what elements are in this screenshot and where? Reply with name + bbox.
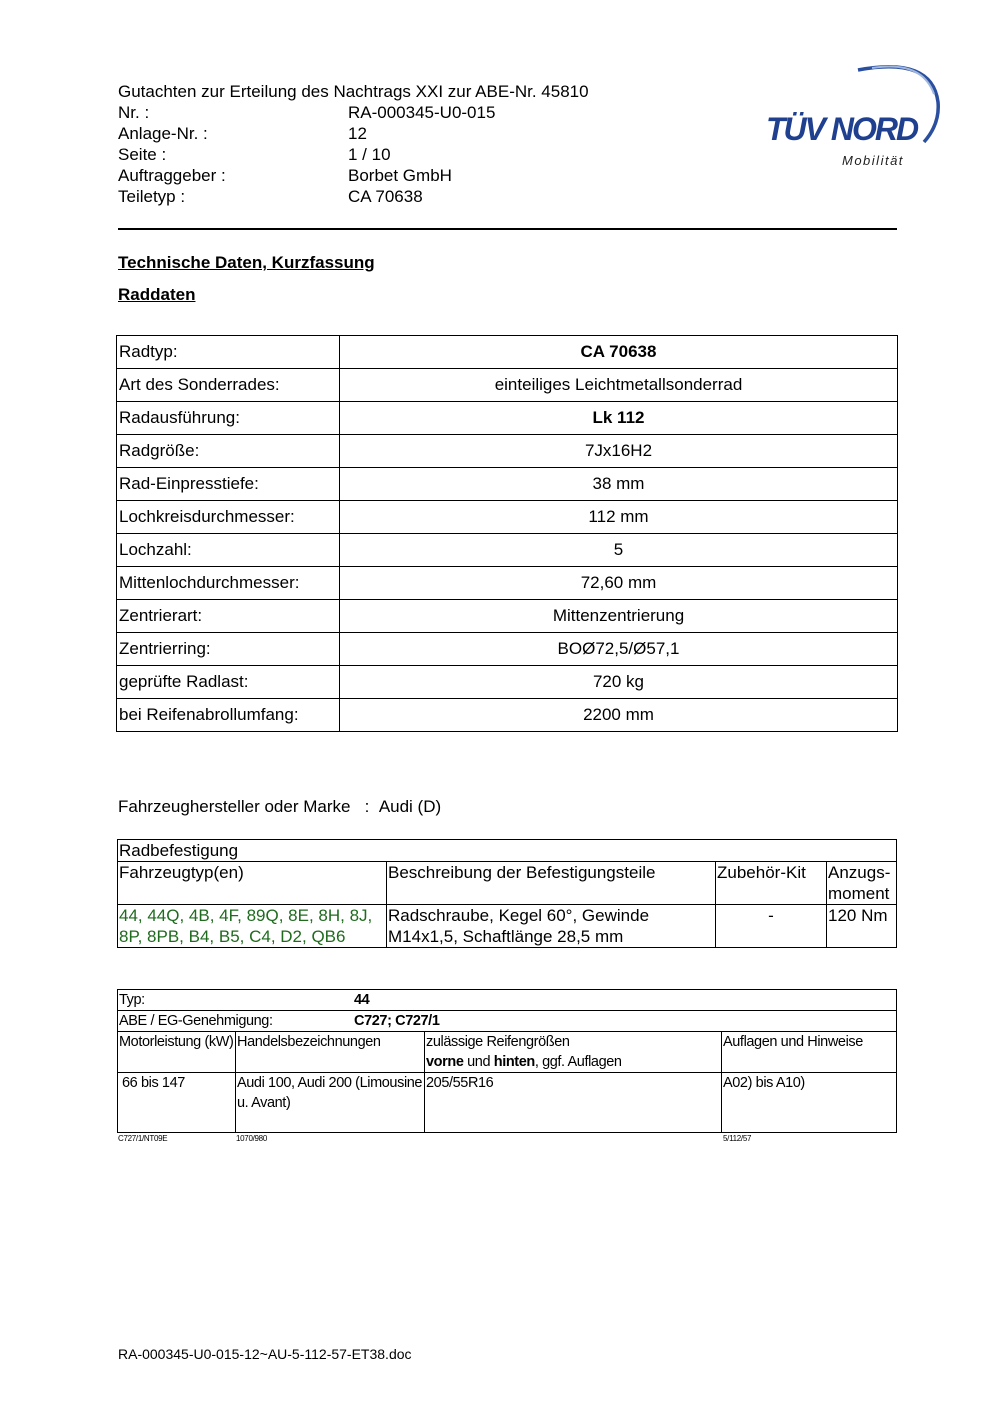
table-cell-value: 720 kg <box>340 666 898 699</box>
column-header-notes: Auflagen und Hinweise <box>722 1032 897 1073</box>
table-cell-label: Lochkreisdurchmesser: <box>117 501 340 534</box>
header-label: Nr. : <box>118 103 150 122</box>
tyres-cell: 205/55R16 <box>425 1073 722 1133</box>
table-row <box>118 840 897 862</box>
table-row <box>117 600 898 633</box>
table-row <box>118 990 897 1011</box>
table-row <box>117 468 898 501</box>
tyres-vorne: vorne <box>426 1054 464 1070</box>
code-abe: C727/1/NT09E <box>118 1134 168 1143</box>
column-header: Beschreibung der Befestigungsteile <box>387 862 716 905</box>
column-header: Zubehör-Kit <box>716 862 827 905</box>
table-cell-label: geprüfte Radlast: <box>117 666 340 699</box>
header-row-seite <box>118 144 589 165</box>
maker-label: Fahrzeughersteller oder Marke <box>118 797 351 816</box>
maker-value: Audi (D) <box>378 797 442 816</box>
table-row <box>118 1011 897 1032</box>
table-cell-value: 112 mm <box>340 501 898 534</box>
tyres-header-line2 <box>426 1052 720 1072</box>
tyres-rest: , ggf. Auflagen <box>534 1054 622 1070</box>
table-header-row <box>118 862 897 905</box>
table-row <box>118 1073 897 1133</box>
header-value: 1 / 10 <box>348 145 391 164</box>
tyres-header-line1: zulässige Reifengrößen <box>426 1034 570 1050</box>
power-cell: 66 bis 147 <box>118 1073 236 1133</box>
document-header <box>118 81 589 207</box>
table-row <box>117 699 898 732</box>
table-cell-value: 7Jx16H2 <box>340 435 898 468</box>
header-label: Anlage-Nr. : <box>118 124 208 143</box>
code-pattern: 5/112/57 <box>723 1134 752 1143</box>
mounting-title: Radbefestigung <box>118 840 897 862</box>
table-row <box>118 905 897 948</box>
table-row <box>117 501 898 534</box>
table-cell-label: Radgröße: <box>117 435 340 468</box>
header-row-anlage <box>118 123 589 144</box>
table-cell-value: Lk 112 <box>340 402 898 435</box>
header-label: Seite : <box>118 145 167 164</box>
table-cell-value: 72,60 mm <box>340 567 898 600</box>
fastener-description-cell: Radschraube, Kegel 60°, Gewinde M14x1,5, Schaftlänge 28,5 mm <box>387 905 716 948</box>
table-row <box>117 666 898 699</box>
vehicle-types-cell: 44, 44Q, 4B, 4F, 89Q, 8E, 8H, 8J, 8P, 8PB, B4, B5, C4, D2, QB6 <box>118 905 387 948</box>
header-value: RA-000345-U0-015 <box>348 103 496 122</box>
mounting-table <box>117 839 897 948</box>
table-cell-value: 2200 mm <box>340 699 898 732</box>
table-cell-label: Mittenlochdurchmesser: <box>117 567 340 600</box>
header-label: Teiletyp : <box>118 187 186 206</box>
table-cell-label: Radausführung: <box>117 402 340 435</box>
wheel-data-table <box>116 335 898 732</box>
typ-row <box>118 990 897 1011</box>
svg-text:TÜV NORD: TÜV NORD <box>766 111 918 147</box>
table-row <box>117 336 898 369</box>
typ-label: Typ: <box>119 992 145 1008</box>
table-cell-value: 38 mm <box>340 468 898 501</box>
column-header-tyres <box>425 1032 722 1073</box>
header-value: 12 <box>348 124 367 143</box>
table-cell-label: bei Reifenabrollumfang: <box>117 699 340 732</box>
table-cell-value: einteiliges Leichtmetallsonderrad <box>340 369 898 402</box>
header-label: Auftraggeber : <box>118 166 226 185</box>
table-header-row <box>118 1032 897 1073</box>
vehicle-maker-line <box>118 797 441 817</box>
table-row <box>117 567 898 600</box>
table-cell-value: BOØ72,5/Ø57,1 <box>340 633 898 666</box>
column-header: Anzugs-moment <box>827 862 897 905</box>
table-cell-value: Mittenzentrierung <box>340 600 898 633</box>
header-value: CA 70638 <box>348 187 423 206</box>
column-header: Fahrzeugtyp(en) <box>118 862 387 905</box>
abe-label: ABE / EG-Genehmigung: <box>119 1013 273 1029</box>
table-row <box>117 633 898 666</box>
table-row <box>117 534 898 567</box>
notes-cell: A02) bis A10) <box>722 1073 897 1133</box>
header-value: Borbet GmbH <box>348 166 452 185</box>
torque-cell: 120 Nm <box>827 905 897 948</box>
table-row <box>117 369 898 402</box>
header-row-teiletyp <box>118 186 589 207</box>
table-cell-label: Radtyp: <box>117 336 340 369</box>
table-cell-label: Zentrierart: <box>117 600 340 633</box>
table-cell-label: Art des Sonderrades: <box>117 369 340 402</box>
names-cell: Audi 100, Audi 200 (Limousine u. Avant) <box>236 1073 425 1133</box>
typ-value: 44 <box>354 992 370 1008</box>
table-cell-value: CA 70638 <box>340 336 898 369</box>
header-row-number <box>118 102 589 123</box>
tyres-und: und <box>463 1054 494 1070</box>
tyres-hinten: hinten <box>493 1054 535 1070</box>
code-numbers: 1070/980 <box>236 1134 267 1143</box>
abe-row <box>118 1011 897 1032</box>
section-title: Technische Daten, Kurzfassung <box>118 253 375 272</box>
header-row-auftraggeber <box>118 165 589 186</box>
document-title: Gutachten zur Erteilung des Nachtrags XXI zur ABE-Nr. 45810 <box>118 82 589 101</box>
table-cell-label: Zentrierring: <box>117 633 340 666</box>
table-row <box>117 435 898 468</box>
table-cell-label: Rad-Einpresstiefe: <box>117 468 340 501</box>
header-divider <box>118 228 897 230</box>
maker-separator: : <box>364 797 370 816</box>
accessory-kit-cell: - <box>716 905 827 948</box>
footer-filename: RA-000345-U0-015-12~AU-5-112-57-ET38.doc <box>118 1346 412 1362</box>
type-approval-table <box>117 989 897 1133</box>
column-header-power: Motorleistung (kW) <box>118 1032 236 1073</box>
svg-text:Mobilität: Mobilität <box>842 153 904 168</box>
table-row <box>117 402 898 435</box>
table-cell-value: 5 <box>340 534 898 567</box>
column-header-names: Handelsbezeichnungen <box>236 1032 425 1073</box>
section-subtitle: Raddaten <box>118 285 196 304</box>
abe-value: C727; C727/1 <box>354 1013 440 1029</box>
tuv-nord-logo <box>762 58 942 178</box>
table-cell-label: Lochzahl: <box>117 534 340 567</box>
